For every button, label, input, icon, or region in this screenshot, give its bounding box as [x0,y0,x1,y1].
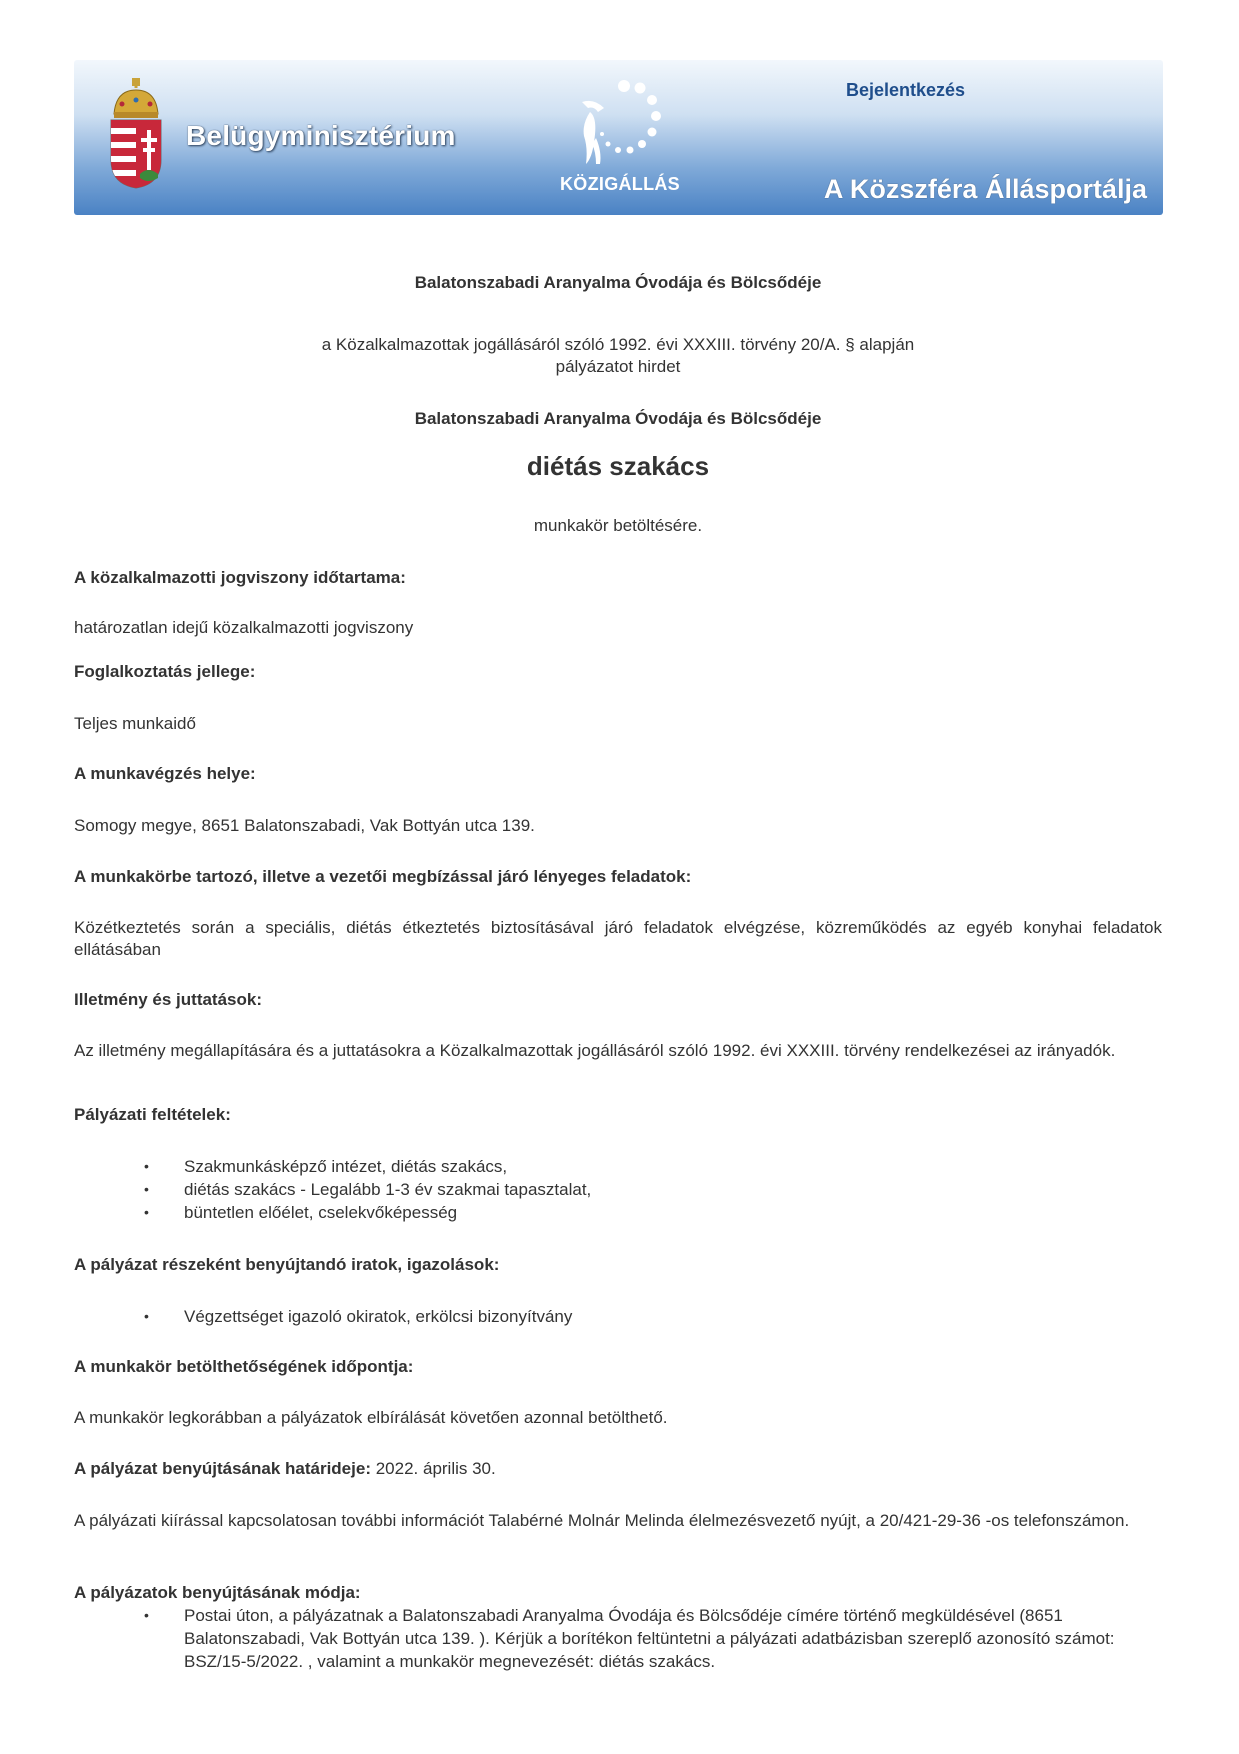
portal-title: A Közszféra Állásportálja [823,174,1147,204]
list-item: • Szakmunkásképző intézet, diétás szakács, [74,1155,1162,1178]
law-reference: a Közalkalmazottak jogállásáról szóló 1992. évi XXXIII. törvény 20/A. § alapján [321,335,915,354]
ministry-name: Belügyminisztérium [186,120,456,151]
salary-heading: Illetmény és juttatások: [74,990,263,1009]
submission-list [74,1604,1144,1673]
location-text: Somogy megye, 8651 Balatonszabadi, Vak Bottyán utca 139. [74,816,535,835]
info-text: A pályázati kiírással kapcsolatosan további információt Talabérné Molnár Melinda élelmezésvezető nyújt, a 20/421-29-36 -os telefonszámon. [74,1511,1130,1530]
conditions-list [74,1155,1162,1224]
documents-heading: A pályázat részeként benyújtandó iratok, igazolások: [74,1255,500,1274]
location-heading: A munkavégzés helye: [74,764,256,783]
documents-list [74,1305,1162,1328]
list-item: • Végzettséget igazoló okiratok, erkölcsi bizonyítvány [74,1305,1162,1328]
header-banner [74,60,1163,215]
submission-heading: A pályázatok benyújtásának módja: [74,1583,361,1602]
kozigallas-logo-icon [554,72,674,172]
tasks-heading: A munkakörbe tartozó, illetve a vezetői megbízással járó lényeges feladatok: [74,867,692,886]
start-heading: A munkakör betölthetőségének időpontja: [74,1357,414,1376]
start-text: A munkakör legkorábban a pályázatok elbírálását követően azonnal betölthető. [74,1408,668,1427]
position-suffix: munkakör betöltésére. [533,516,703,535]
position-title: diétás szakács [526,451,710,481]
announcement: pályázatot hirdet [555,357,681,376]
list-item: • büntetlen előélet, cselekvőképesség [74,1201,1162,1224]
duration-text: határozatlan idejű közalkalmazotti jogviszony [74,618,414,637]
kozigallas-text: KÖZIGÁLLÁS [560,174,680,194]
salary-text: Az illetmény megállapítására és a juttatásokra a Közalkalmazottak jogállásáról szóló 1992. évi XXXIII. törvény rendelkezései az irányadók. [74,1041,1116,1060]
login-link[interactable]: Bejelentkezés [846,80,966,100]
list-item: • diétás szakács - Legalább 1-3 év szakmai tapasztalat, [74,1178,1162,1201]
deadline-value: 2022. április 30. [375,1459,496,1478]
employment-text: Teljes munkaidő [74,714,196,733]
deadline-line [74,1458,1162,1480]
list-item: • Postai úton, a pályázatnak a Balatonszabadi Aranyalma Óvodája és Bölcsődéje címére történő megküldésével (8651 Balatonszabadi, Vak Bottyán utca 139. ). Kérjük a borítékon feltüntetni a pályázati adatbázisban szereplő azonosító számot: BSZ/15-5/2022. , valamint a munkakör megnevezését: diétás szakács. [74,1604,1144,1673]
duration-heading: A közalkalmazotti jogviszony időtartama: [74,568,406,587]
conditions-heading: Pályázati feltételek: [74,1105,231,1124]
tasks-text: Közétkeztetés során a speciális, diétás étkeztetés biztosításával járó feladatok elvégzése, közreműködés az egyéb konyhai feladatok ellátásában [74,918,1162,959]
employer-name: Balatonszabadi Aranyalma Óvodája és Bölcsődéje [414,273,822,292]
deadline-heading: A pályázat benyújtásának határideje: [74,1459,371,1478]
employer-name-repeat: Balatonszabadi Aranyalma Óvodája és Bölcsődéje [414,409,822,428]
coat-of-arms-icon [108,78,164,190]
employment-heading: Foglalkoztatás jellege: [74,662,256,681]
